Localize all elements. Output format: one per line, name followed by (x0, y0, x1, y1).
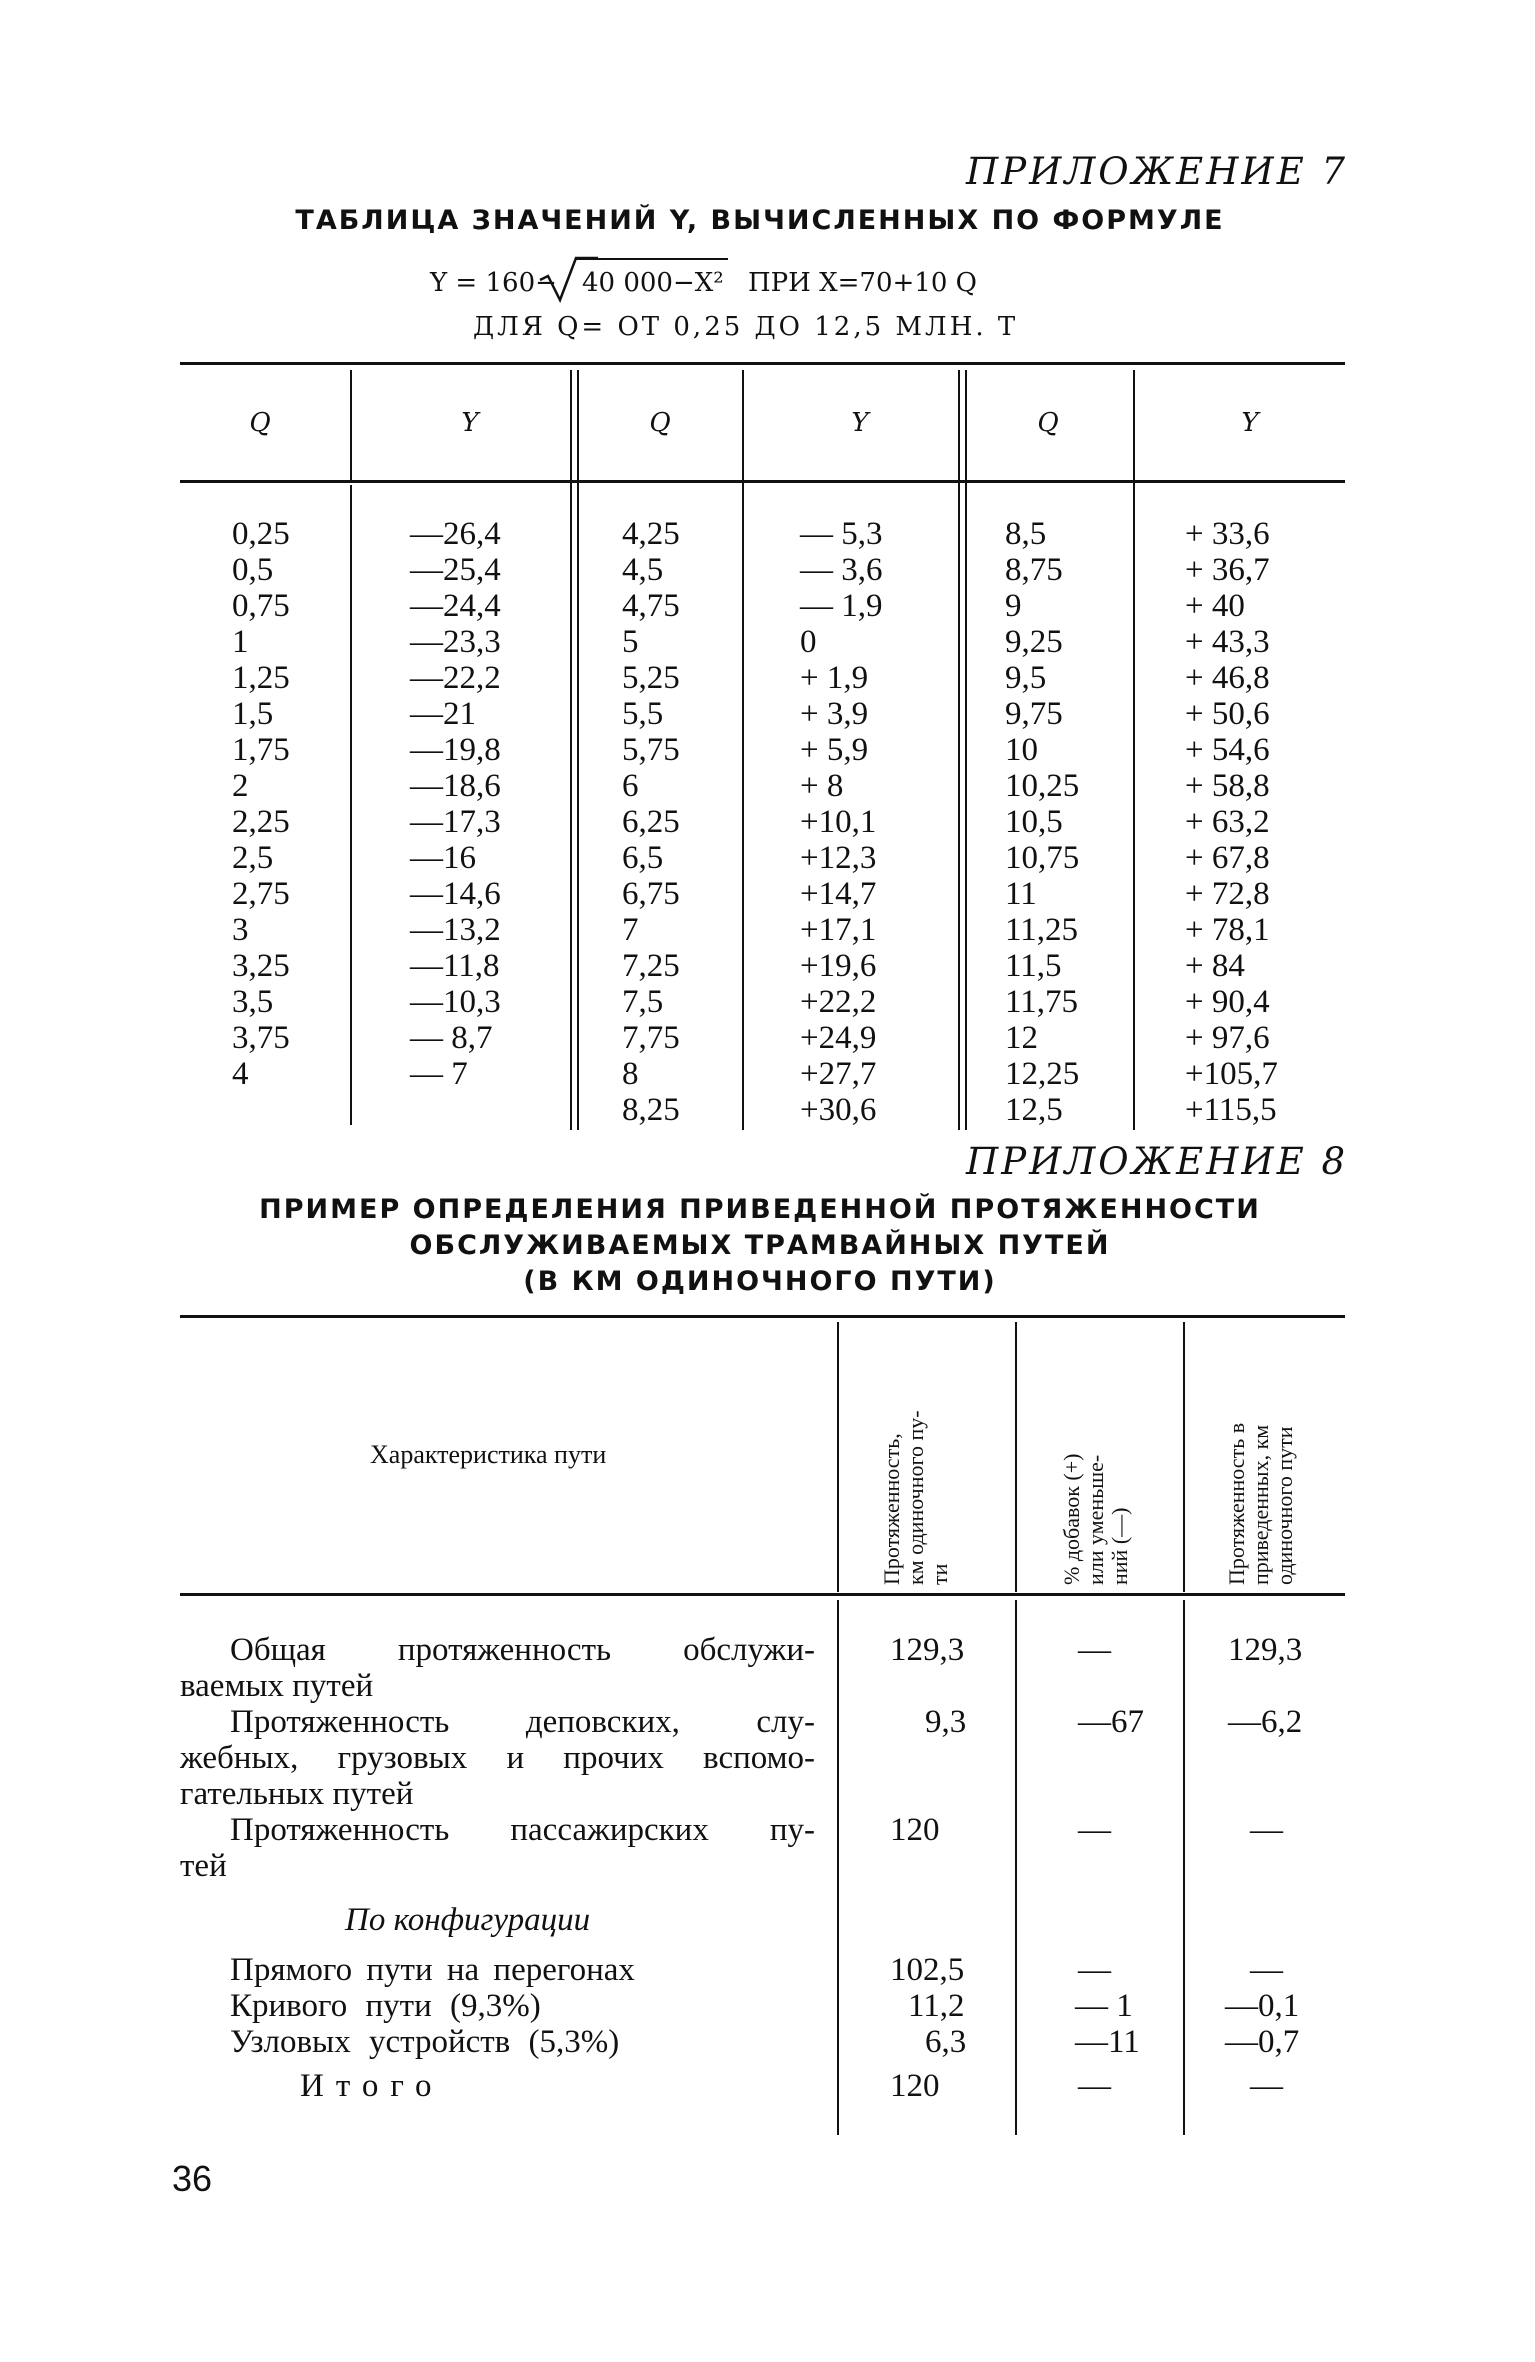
column-q3-cell: 9,5 (1005, 660, 1047, 696)
column-q1-cell: 1 (232, 624, 249, 660)
row2-length: 9,3 (925, 1704, 967, 1740)
row1-reduced: 129,3 (1228, 1632, 1303, 1668)
row1-desc-line2: ваемых путей (180, 1668, 374, 1704)
column-y1-cell: —21 (410, 696, 476, 732)
column-y3-cell: + 78,1 (1185, 912, 1270, 948)
column-q1-cell: 4 (232, 1056, 249, 1092)
column-q2-cell: 6,5 (622, 840, 664, 876)
header-y2: Y (851, 408, 869, 438)
column-y3 (1185, 516, 1278, 1128)
column-y1-cell: —26,4 (410, 516, 501, 552)
column-y3-cell: + 36,7 (1185, 552, 1270, 588)
row3-length: 120 (890, 1812, 940, 1848)
column-y2-cell: +22,2 (800, 984, 877, 1020)
column-y2-cell: + 8 (800, 768, 844, 804)
column-q1 (232, 516, 290, 1092)
column-y2-cell: +17,1 (800, 912, 877, 948)
column-q3-cell: 9 (1005, 588, 1022, 624)
column-q3-cell: 11,5 (1005, 948, 1062, 984)
column-q2-cell: 6,25 (622, 804, 680, 840)
column-q2-cell: 7,25 (622, 948, 680, 984)
row2-reduced: —6,2 (1228, 1704, 1303, 1740)
column-q1-cell: 3 (232, 912, 249, 948)
column-q1-cell: 3,5 (232, 984, 274, 1020)
column-y2-cell: +12,3 (800, 840, 877, 876)
row6-length: 6,3 (925, 2024, 967, 2060)
column-y3-cell: + 33,6 (1185, 516, 1270, 552)
column-q2-cell: 6 (622, 768, 639, 804)
header-length: Протяженность, км одиночного пу- ти (879, 1410, 952, 1585)
table2-title-line3: (В КМ ОДИНОЧНОГО ПУТИ) (523, 1266, 997, 1297)
row1-percent: — (1078, 1632, 1111, 1668)
column-y2 (800, 516, 883, 1128)
row2-desc-line2: жебных, грузовых и прочих вспомо- (180, 1740, 815, 1776)
page-number: 36 (172, 2158, 213, 2199)
formula-right: ПРИ X=70+10 Q (748, 268, 977, 298)
row2-desc-line3: гательных путей (180, 1776, 414, 1812)
column-y2-cell: + 5,9 (800, 732, 869, 768)
column-y1-cell: —23,3 (410, 624, 501, 660)
row4-desc: Прямого пути на перегонах (230, 1952, 635, 1988)
row1-length: 129,3 (890, 1632, 965, 1668)
column-q3-cell: 8,5 (1005, 516, 1047, 552)
table2-title-line1: ПРИМЕР ОПРЕДЕЛЕНИЯ ПРИВЕДЕННОЙ ПРОТЯЖЕННОСТИ (259, 1194, 1261, 1225)
column-y1-cell: —13,2 (410, 912, 501, 948)
column-y2-cell: — 1,9 (800, 588, 883, 624)
column-q3-cell: 8,75 (1005, 552, 1063, 588)
column-y3-cell: + 97,6 (1185, 1020, 1270, 1056)
column-q2-cell: 4,75 (622, 588, 680, 624)
column-y2-cell: +10,1 (800, 804, 877, 840)
row2-desc-line1: Протяженность деповских, слу- (230, 1704, 815, 1740)
formula-left: Y = 160− (430, 268, 557, 298)
column-q2-cell: 5,25 (622, 660, 680, 696)
column-q3-cell: 12 (1005, 1020, 1038, 1056)
column-q3-cell: 10,5 (1005, 804, 1063, 840)
header-percent: % добавок (+) или уменьше- ний (—) (1059, 1453, 1132, 1585)
column-q3-cell: 9,75 (1005, 696, 1063, 732)
row3-desc-line2: тей (180, 1848, 227, 1884)
row7-total-label: Итого (300, 2068, 444, 2104)
column-q3 (1005, 516, 1079, 1128)
column-y3-cell: + 90,4 (1185, 984, 1270, 1020)
row2-percent: —67 (1078, 1704, 1144, 1740)
appendix-8-label: ПРИЛОЖЕНИЕ 8 (965, 1140, 1348, 1183)
table2-title-line2: ОБСЛУЖИВАЕМЫХ ТРАМВАЙНЫХ ПУТЕЙ (409, 1230, 1111, 1261)
column-y3-cell: + 72,8 (1185, 876, 1270, 912)
column-q3-cell: 11 (1005, 876, 1037, 912)
column-q1-cell: 2,5 (232, 840, 274, 876)
column-y2-cell: + 1,9 (800, 660, 869, 696)
row6-desc: Узловых устройств (5,3%) (230, 2024, 620, 2060)
column-y1-cell: —11,8 (410, 948, 500, 984)
header-q1: Q (249, 408, 271, 438)
column-y3-cell: + 67,8 (1185, 840, 1270, 876)
column-y3-cell: + 84 (1185, 948, 1245, 984)
column-q1-cell: 2,75 (232, 876, 290, 912)
column-q2-cell: 7,75 (622, 1020, 680, 1056)
column-y1-cell: —24,4 (410, 588, 501, 624)
column-q2-cell: 4,5 (622, 552, 664, 588)
column-y1-cell: —18,6 (410, 768, 501, 804)
table1-title: ТАБЛИЦА ЗНАЧЕНИЙ Y, ВЫЧИСЛЕННЫХ ПО ФОРМУЛЕ (295, 205, 1225, 236)
column-y1-cell: —14,6 (410, 876, 501, 912)
column-q1-cell: 0,75 (232, 588, 290, 624)
column-q3-cell: 10,25 (1005, 768, 1080, 804)
column-q3-cell: 10 (1005, 732, 1038, 768)
column-q1-cell: 1,5 (232, 696, 274, 732)
row4-percent: — (1078, 1952, 1111, 1988)
column-y3-cell: + 40 (1185, 588, 1245, 624)
formula (430, 262, 1230, 306)
column-y3-cell: + 63,2 (1185, 804, 1270, 840)
column-y1-cell: —16 (410, 840, 476, 876)
column-q1-cell: 0,5 (232, 552, 274, 588)
column-q2-cell: 8 (622, 1056, 639, 1092)
column-y1-cell: —17,3 (410, 804, 501, 840)
column-q3-cell: 11,75 (1005, 984, 1079, 1020)
column-y2-cell: +30,6 (800, 1092, 877, 1128)
header-y3: Y (1241, 408, 1259, 438)
header-characteristic: Характеристика пути (370, 1440, 607, 1469)
formula-radicand: 40 000−X² (582, 268, 724, 298)
column-y2-cell: +27,7 (800, 1056, 877, 1092)
column-y3-cell: + 50,6 (1185, 696, 1270, 732)
column-y1 (410, 516, 501, 1092)
column-y2-cell: +24,9 (800, 1020, 877, 1056)
row7-reduced: — (1250, 2068, 1283, 2104)
column-q2-cell: 5,75 (622, 732, 680, 768)
column-q3-cell: 12,5 (1005, 1092, 1063, 1128)
column-y2-cell: + 3,9 (800, 696, 869, 732)
row4-length: 102,5 (890, 1952, 965, 1988)
column-q3-cell: 10,75 (1005, 840, 1080, 876)
column-q1-cell: 2,25 (232, 804, 290, 840)
column-y1-cell: —19,8 (410, 732, 501, 768)
row6-reduced: —0,7 (1225, 2024, 1300, 2060)
column-q2-cell: 4,25 (622, 516, 680, 552)
column-y3-cell: +115,5 (1185, 1092, 1277, 1128)
column-y3-cell: + 58,8 (1185, 768, 1270, 804)
column-q1-cell: 2 (232, 768, 249, 804)
column-q1-cell: 0,25 (232, 516, 290, 552)
header-q2: Q (649, 408, 671, 438)
column-q1-cell: 3,25 (232, 948, 290, 984)
column-y2-cell: 0 (800, 624, 817, 660)
row7-percent: — (1078, 2068, 1111, 2104)
column-q3-cell: 9,25 (1005, 624, 1063, 660)
column-y3-cell: + 46,8 (1185, 660, 1270, 696)
column-y1-cell: —10,3 (410, 984, 501, 1020)
column-y1-cell: —25,4 (410, 552, 501, 588)
row5-desc: Кривого пути (9,3%) (230, 1988, 541, 2024)
header-reduced: Протяженность в приведенных, км одиночного пути (1224, 1422, 1297, 1585)
column-y3-cell: + 54,6 (1185, 732, 1270, 768)
header-q3: Q (1037, 408, 1059, 438)
column-q2 (622, 516, 680, 1128)
row3-percent: — (1078, 1812, 1111, 1848)
section-by-configuration: По конфигурации (345, 1902, 591, 1938)
row4-reduced: — (1250, 1952, 1283, 1988)
column-y2-cell: +14,7 (800, 876, 877, 912)
column-y3-cell: +105,7 (1185, 1056, 1278, 1092)
column-q1-cell: 1,25 (232, 660, 290, 696)
column-q1-cell: 3,75 (232, 1020, 290, 1056)
column-q2-cell: 8,25 (622, 1092, 680, 1128)
column-y1-cell: — 8,7 (410, 1020, 493, 1056)
column-q2-cell: 7,5 (622, 984, 664, 1020)
column-q1-cell: 1,75 (232, 732, 290, 768)
column-y3-cell: + 43,3 (1185, 624, 1270, 660)
row5-length: 11,2 (908, 1988, 965, 2024)
formula-line2: ДЛЯ Q= ОТ 0,25 ДО 12,5 МЛН. Т (473, 312, 1019, 342)
column-q2-cell: 6,75 (622, 876, 680, 912)
column-y2-cell: — 5,3 (800, 516, 883, 552)
row5-reduced: —0,1 (1225, 1988, 1300, 2024)
row5-percent: — 1 (1075, 1988, 1133, 2024)
column-q3-cell: 12,25 (1005, 1056, 1080, 1092)
column-y1-cell: — 7 (410, 1056, 468, 1092)
row1-desc-line1: Общая протяженность обслужи- (230, 1632, 815, 1668)
row3-reduced: — (1250, 1812, 1283, 1848)
row3-desc-line1: Протяженность пассажирских пу- (230, 1812, 815, 1848)
column-y1-cell: —22,2 (410, 660, 501, 696)
appendix-7-label: ПРИЛОЖЕНИЕ 7 (965, 150, 1348, 193)
column-q2-cell: 7 (622, 912, 639, 948)
header-y1: Y (461, 408, 479, 438)
column-y2-cell: — 3,6 (800, 552, 883, 588)
column-q2-cell: 5,5 (622, 696, 664, 732)
column-q3-cell: 11,25 (1005, 912, 1079, 948)
column-y2-cell: +19,6 (800, 948, 877, 984)
row6-percent: —11 (1075, 2024, 1140, 2060)
row7-length: 120 (890, 2068, 940, 2104)
column-q2-cell: 5 (622, 624, 639, 660)
